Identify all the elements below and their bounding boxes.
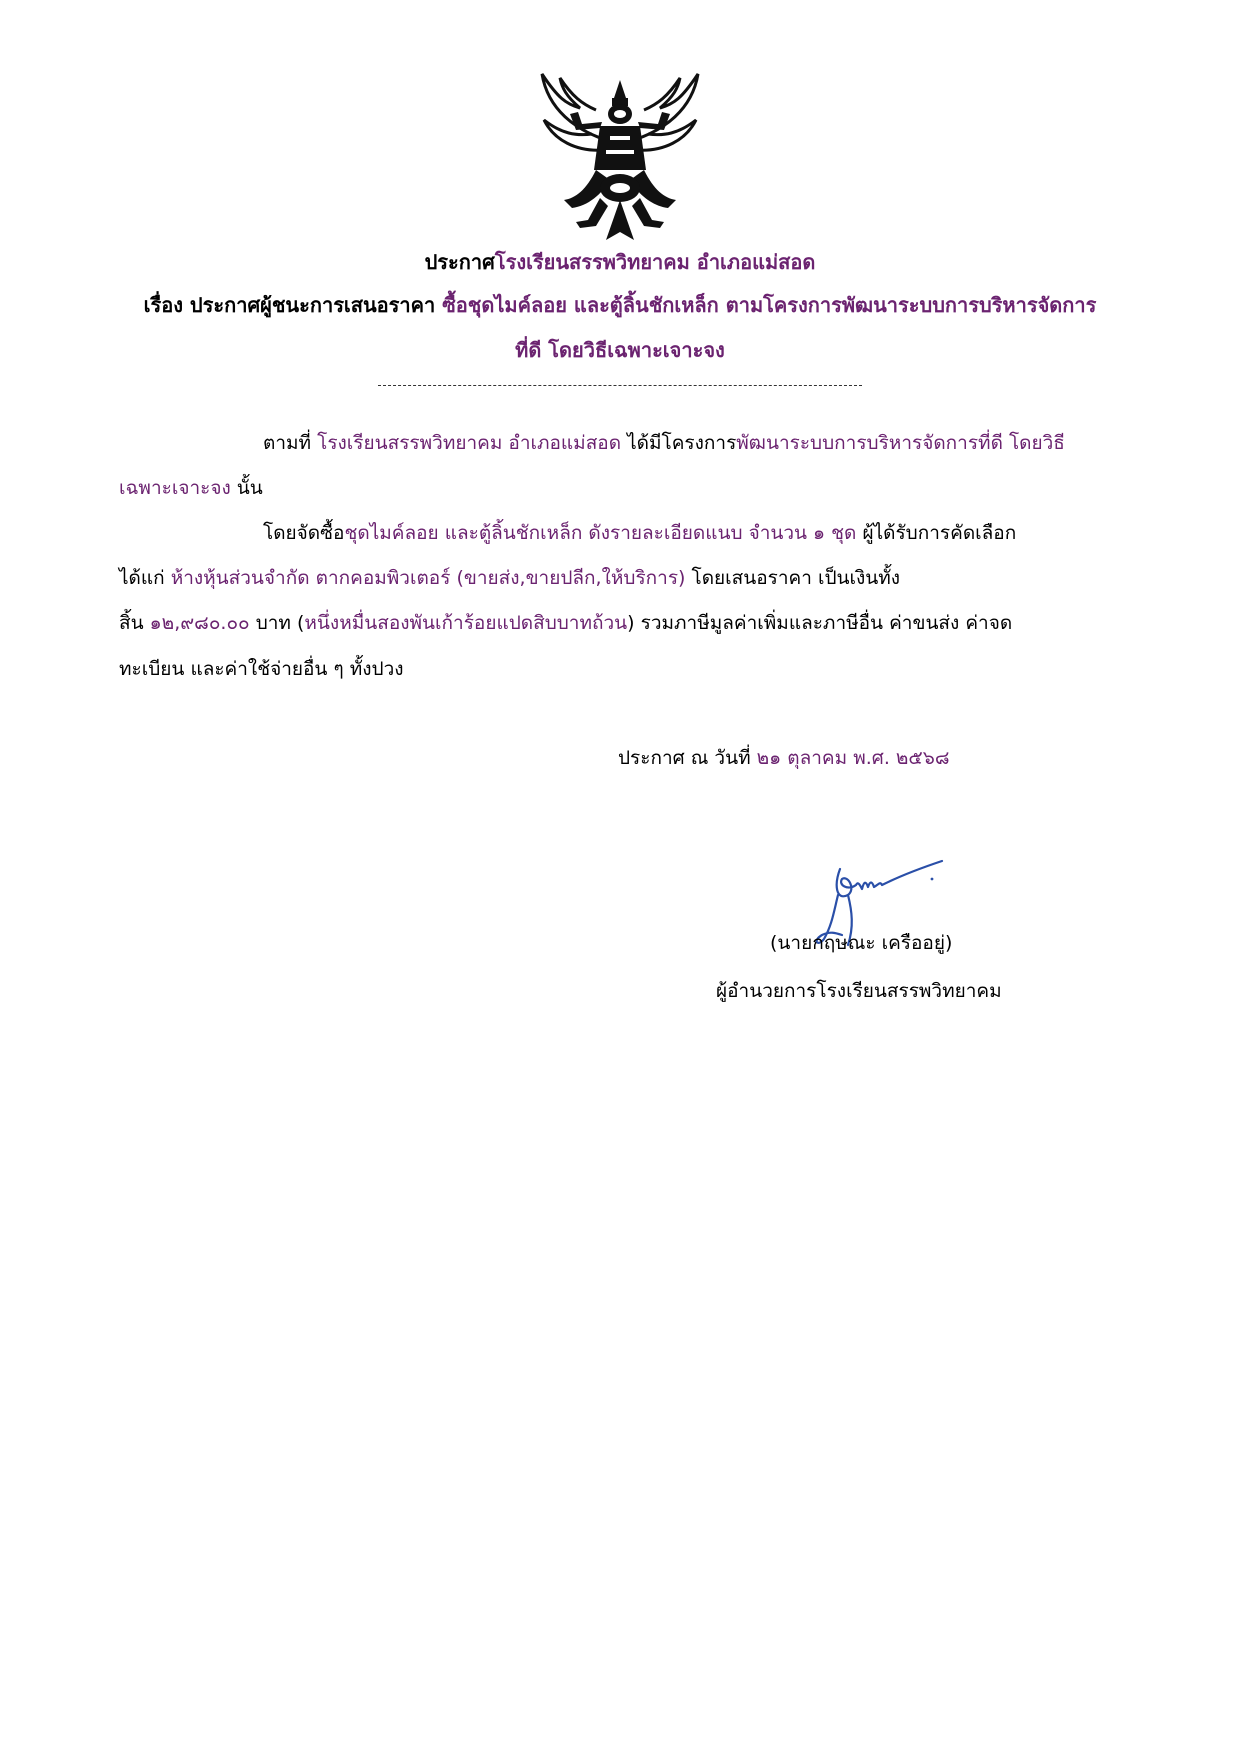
paragraph-line-4 [119,565,900,591]
subject-text-2: ที่ดี โดยวิธีเฉพาะเจาะจง [515,338,725,362]
announcement-title [0,248,1240,276]
p5-mid: บาท ( [249,612,305,634]
subject-text-1: ซื้อชุดไมค์ลอย และตู้ลิ้นชักเหล็ก ตามโครงการพัฒนาระบบการบริหารจัดการ [442,293,1097,317]
signer-position: ผู้อำนวยการโรงเรียนสรรพวิทยาคม [716,980,1002,1002]
p1-project: พัฒนาระบบการบริหารจัดการที่ดี โดยวิธี [736,432,1065,454]
subject-line-1 [0,291,1240,319]
p4-prefix: ได้แก่ [119,567,171,589]
p3-suffix: ผู้ได้รับการคัดเลือก [856,522,1017,544]
p1-school: โรงเรียนสรรพวิทยาคม อำเภอแม่สอด [317,432,622,454]
p3-prefix: โดยจัดซื้อ [263,522,345,544]
divider-line [378,385,862,386]
paragraph-line-3 [263,520,1016,546]
price-amount: ๑๒,๙๘๐.๐๐ [149,612,250,634]
p4-vendor: ห้างหุ้นส่วนจำกัด ตากคอมพิวเตอร์ (ขายส่ง,ขายปลีก,ให้บริการ) [170,567,686,589]
signer-name: (นายกฤษณะ เครืออยู่) [770,932,953,954]
subject-line-2 [0,336,1240,364]
p3-item: ชุดไมค์ลอย และตู้ลิ้นชักเหล็ก ดังรายละเอียดแนบ จำนวน ๑ ชุด [344,522,857,544]
p5-suffix: ) รวมภาษีมูลค่าเพิ่มและภาษีอื่น ค่าขนส่ง ค่าจด [627,612,1013,634]
date-value: ๒๑ ตุลาคม พ.ศ. ๒๕๖๘ [756,747,950,769]
p4-suffix: โดยเสนอราคา เป็นเงินทั้ง [685,567,901,589]
paragraph-line-6: ทะเบียน และค่าใช้จ่ายอื่น ๆ ทั้งปวง [119,658,404,680]
title-prefix: ประกาศ [424,250,495,274]
p2-suffix: นั้น [230,477,263,499]
p5-prefix: สิ้น [119,612,150,634]
announcement-date [618,745,950,771]
paragraph-line-1 [263,430,1065,456]
p1-mid: ได้มีโครงการ [621,432,737,454]
p1-prefix: ตามที่ [263,432,318,454]
p2-method: เฉพาะเจาะจง [119,477,231,499]
paragraph-line-5 [119,610,1012,636]
garuda-emblem-icon [536,70,704,248]
paragraph-line-2 [119,475,263,501]
title-school: โรงเรียนสรรพวิทยาคม อำเภอแม่สอด [494,250,816,274]
price-in-words: หนึ่งหมื่นสองพันเก้าร้อยแปดสิบบาทถ้วน [304,612,628,634]
date-prefix: ประกาศ ณ วันที่ [618,747,757,769]
subject-label: เรื่อง ประกาศผู้ชนะการเสนอราคา [143,293,443,317]
